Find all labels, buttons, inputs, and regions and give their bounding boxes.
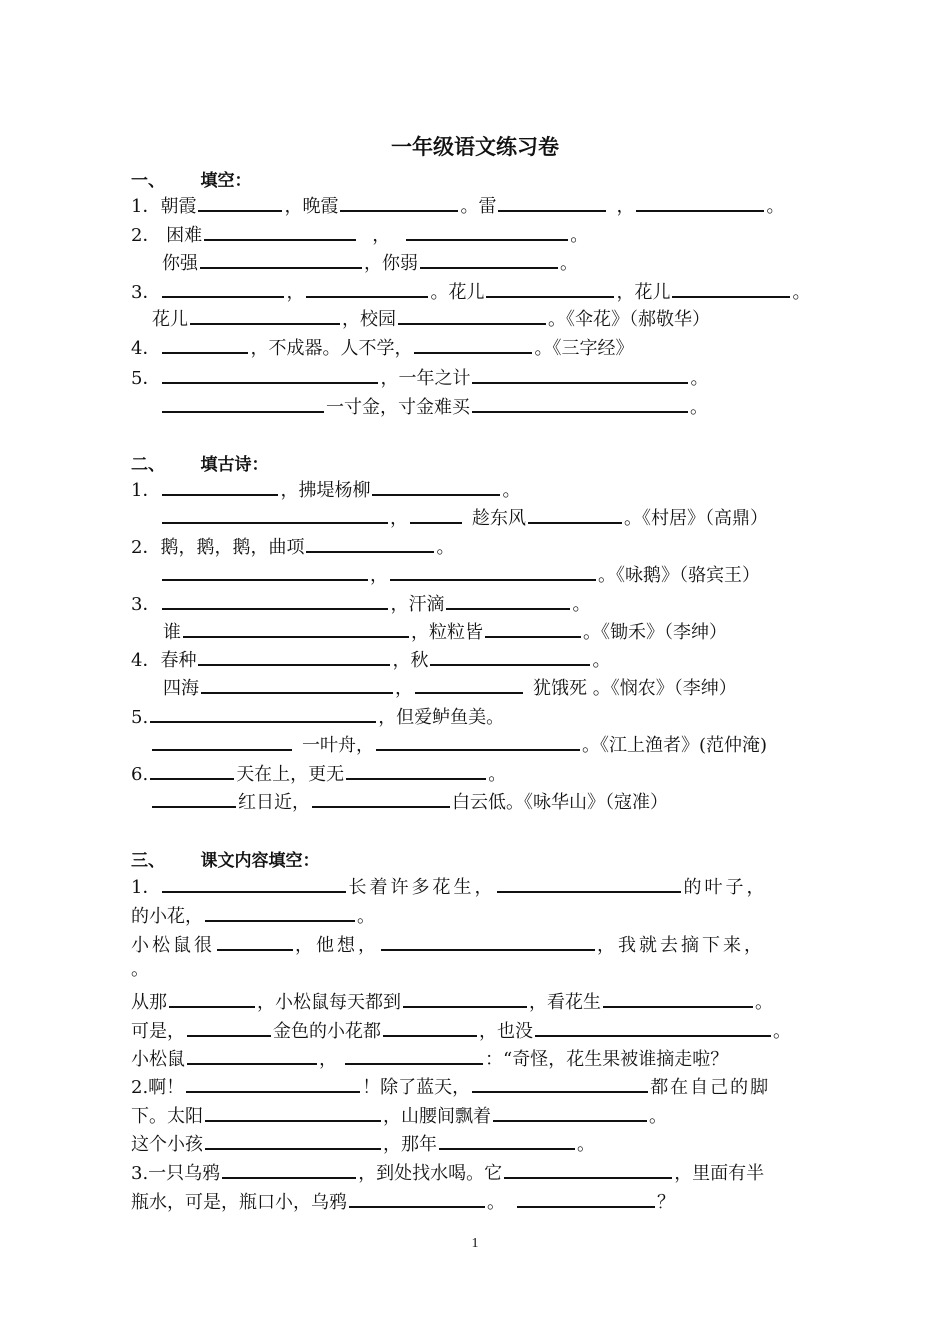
blank[interactable] (187, 1015, 271, 1037)
exercise-line: 4．春种 ，秋 。 (131, 644, 610, 672)
section-heading-fill: 一、 填空： (131, 171, 252, 191)
exercise-line: 从那 ，小松鼠每天都到 ，看花生 。 (131, 986, 773, 1014)
blank[interactable] (504, 1157, 672, 1179)
blank[interactable] (376, 729, 580, 751)
blank[interactable] (162, 559, 368, 581)
exercise-line: 3． ， 。花儿 ，花儿 。 (131, 276, 810, 304)
blank[interactable] (217, 929, 293, 951)
blank[interactable] (403, 986, 527, 1008)
blank[interactable] (162, 588, 388, 610)
blank[interactable] (472, 362, 688, 384)
blank[interactable] (381, 929, 595, 951)
blank[interactable] (306, 531, 434, 553)
exercise-line: 5. ，但爱鲈鱼美。 (131, 701, 504, 729)
blank[interactable] (603, 986, 753, 1008)
blank[interactable] (498, 190, 606, 212)
exercise-line: 花儿 ，校园 。《伞花》（郝敬华） (152, 303, 710, 331)
blank[interactable] (528, 502, 622, 524)
blank[interactable] (406, 219, 568, 241)
exercise-line: 小松鼠 ， ：“奇怪，花生果被谁摘走啦？ (131, 1043, 728, 1071)
blank[interactable] (398, 303, 546, 325)
exercise-line: 瓶水，可是，瓶口小，乌鸦 。 ？ (131, 1186, 675, 1214)
blank[interactable] (410, 502, 462, 524)
blank[interactable] (497, 871, 681, 893)
exercise-line: 这个小孩 ，那年 。 (131, 1128, 595, 1156)
blank[interactable] (372, 474, 500, 496)
blank[interactable] (535, 1015, 771, 1037)
blank[interactable] (162, 391, 324, 413)
blank[interactable] (306, 276, 428, 298)
exercise-line: 下。太阳 ，山腰间飘着 。 (131, 1100, 667, 1128)
blank[interactable] (340, 190, 458, 212)
exercise-line: 红日近， 白云低。《咏华山》（寇准） (150, 786, 668, 814)
exercise-line: 1．朝霞 ，晚霞 。雷 ， 。 (131, 190, 784, 218)
blank[interactable] (446, 588, 570, 610)
blank[interactable] (349, 1186, 485, 1208)
blank[interactable] (345, 1043, 483, 1065)
exercise-line: 3.一只乌鸦 ，到处找水喝。它 ，里面有半 (131, 1157, 764, 1185)
blank[interactable] (383, 1015, 477, 1037)
blank[interactable] (150, 701, 376, 723)
blank[interactable] (201, 672, 393, 694)
section-heading-poems: 二、 填古诗： (131, 455, 269, 475)
page-title: 一年级语文练习卷 (391, 135, 559, 159)
blank[interactable] (169, 986, 255, 1008)
exercise-line: 5． ，一年之计 。 (131, 362, 708, 390)
blank[interactable] (430, 644, 590, 666)
blank[interactable] (439, 1128, 575, 1150)
exercise-line: 四海 ， 犹饿死 。《悯农》（李绅） (163, 672, 737, 700)
exercise-line: 一寸金，寸金难买 。 (160, 391, 708, 419)
exercise-line: 4． ，不成器。人不学， 。《三字经》 (131, 332, 633, 360)
exercise-line: 谁 ，粒粒皆 。《锄禾》（李绅） (163, 616, 727, 644)
exercise-line: 可是， 金色的小花都 ，也没 。 (131, 1015, 791, 1043)
blank[interactable] (420, 247, 558, 269)
exercise-line: 3． ，汗滴 。 (131, 588, 590, 616)
blank[interactable] (486, 276, 614, 298)
blank[interactable] (152, 786, 236, 808)
page-number: 1 (471, 1236, 479, 1251)
blank[interactable] (636, 190, 764, 212)
blank[interactable] (162, 502, 388, 524)
blank[interactable] (312, 786, 450, 808)
blank[interactable] (198, 190, 282, 212)
exercise-line: 1． ，拂堤杨柳 。 (131, 474, 520, 502)
exercise-line: 小松鼠很 ，他想， ，我就去摘下来， (131, 929, 765, 957)
blank[interactable] (200, 247, 362, 269)
exercise-line: 6. 天在上，更无 。 (131, 758, 506, 786)
blank[interactable] (414, 332, 532, 354)
blank[interactable] (186, 1071, 360, 1093)
blank[interactable] (162, 474, 278, 496)
exercise-line: ， 。《咏鹅》（骆宾王） (160, 559, 760, 587)
blank[interactable] (190, 303, 340, 325)
blank[interactable] (672, 276, 790, 298)
exercise-line: 的小花， 。 (131, 900, 375, 928)
blank[interactable] (485, 616, 581, 638)
blank[interactable] (517, 1186, 655, 1208)
blank[interactable] (162, 871, 346, 893)
exercise-line: 你强 ，你弱 。 (162, 247, 578, 275)
blank[interactable] (152, 729, 292, 751)
blank[interactable] (187, 1043, 317, 1065)
blank[interactable] (183, 616, 409, 638)
exercise-line: 2． 困难 ， 。 (131, 219, 588, 247)
blank[interactable] (205, 1100, 381, 1122)
blank[interactable] (205, 900, 355, 922)
exercise-line: 2.啊！ ！除了蓝天， 都在自己的脚 (131, 1071, 770, 1099)
exercise-line: 1． 长着许多花生， 的叶子， (131, 871, 767, 899)
blank[interactable] (346, 758, 486, 780)
blank[interactable] (150, 758, 234, 780)
blank[interactable] (472, 391, 688, 413)
exercise-line: 。 (131, 959, 149, 980)
exercise-line: 2．鹅，鹅，鹅，曲项 。 (131, 531, 454, 559)
blank[interactable] (162, 332, 248, 354)
blank[interactable] (390, 559, 596, 581)
blank[interactable] (198, 644, 390, 666)
blank[interactable] (222, 1157, 356, 1179)
section-heading-text: 三、 课文内容填空： (131, 851, 320, 871)
exercise-line: ， 趁东风 。《村居》（高鼎） (160, 502, 768, 530)
blank[interactable] (162, 362, 378, 384)
blank[interactable] (204, 219, 356, 241)
blank[interactable] (415, 672, 523, 694)
blank[interactable] (472, 1071, 648, 1093)
exercise-line: 一叶舟， 。《江上渔者》(范仲淹) (150, 729, 767, 757)
blank[interactable] (162, 276, 284, 298)
blank[interactable] (205, 1128, 381, 1150)
blank[interactable] (493, 1100, 647, 1122)
